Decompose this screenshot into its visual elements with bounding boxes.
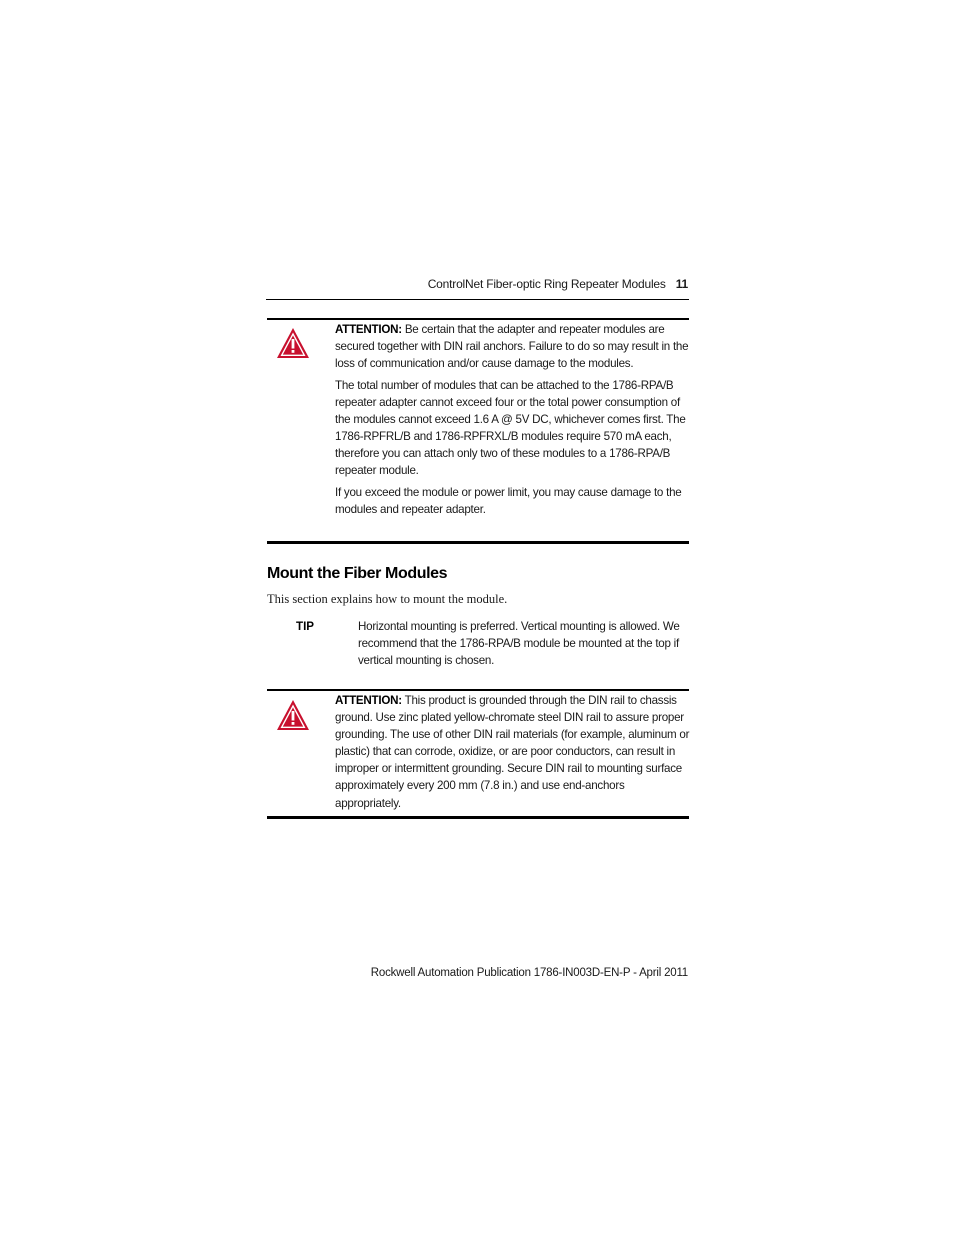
- attention-box-grounding: [267, 689, 689, 819]
- publication-footer: Rockwell Automation Publication 1786-IN003D-EN-P - April 2011: [370, 967, 688, 979]
- attention-label: ATTENTION:: [335, 694, 402, 707]
- warning-triangle-icon: [275, 697, 311, 733]
- section-heading: Mount the Fiber Modules: [267, 565, 448, 582]
- section-intro: This section explains how to mount the module.: [267, 592, 508, 606]
- header-rule: [266, 299, 689, 300]
- header-title: ControlNet Fiber-optic Ring Repeater Modules: [427, 277, 666, 291]
- attention-box-adapter-anchors: [267, 318, 689, 544]
- running-header: [428, 277, 688, 291]
- attention-body: This product is grounded through the DIN rail to chassis ground. Use zinc plated yellow-chromate steel DIN rail to assure proper grounding. The use of other DIN rail materials (for example, aluminum or plastic) that can corrode, oxidize, or are poor conductors, can result in improper or intermittent grounding. Secure DIN rail to mounting surface approximately every 200 mm (7.8 in.) and use end-anchors appropriately.: [335, 694, 690, 810]
- attention-text: [335, 692, 691, 816]
- page-number: 11: [675, 277, 688, 291]
- tip-text: Horizontal mounting is preferred. Vertical mounting is allowed. We recommend that the 1786-RPA/B module be mounted at the top if vertical mounting is chosen.: [358, 620, 680, 668]
- exceed-limit-paragraph: If you exceed the module or power limit, you may cause damage to the modules and repeater adapter.: [335, 485, 682, 516]
- attention-text: [335, 321, 691, 523]
- tip-label: TIP: [296, 620, 315, 633]
- attention-paragraph: [335, 321, 691, 372]
- attention-label: ATTENTION:: [335, 323, 402, 336]
- attention-body: Be certain that the adapter and repeater modules are secured together with DIN rail anchors. Failure to do so may result in the loss of communication and/or cause damage to the modules.: [335, 323, 689, 371]
- module-limit-paragraph: The total number of modules that can be attached to the 1786-RPA/B repeater adapter cannot exceed four or the total power consumption of the modules cannot exceed 1.6 A @ 5V DC, whichever comes first. The 1786-RPFRL/B and 1786-RPFRXL/B modules require 570 mA each, therefore you can attach only two of these modules to a 1786-RPA/B repeater module.: [335, 378, 686, 478]
- warning-triangle-icon: [275, 325, 311, 361]
- attention-paragraph: [335, 692, 691, 812]
